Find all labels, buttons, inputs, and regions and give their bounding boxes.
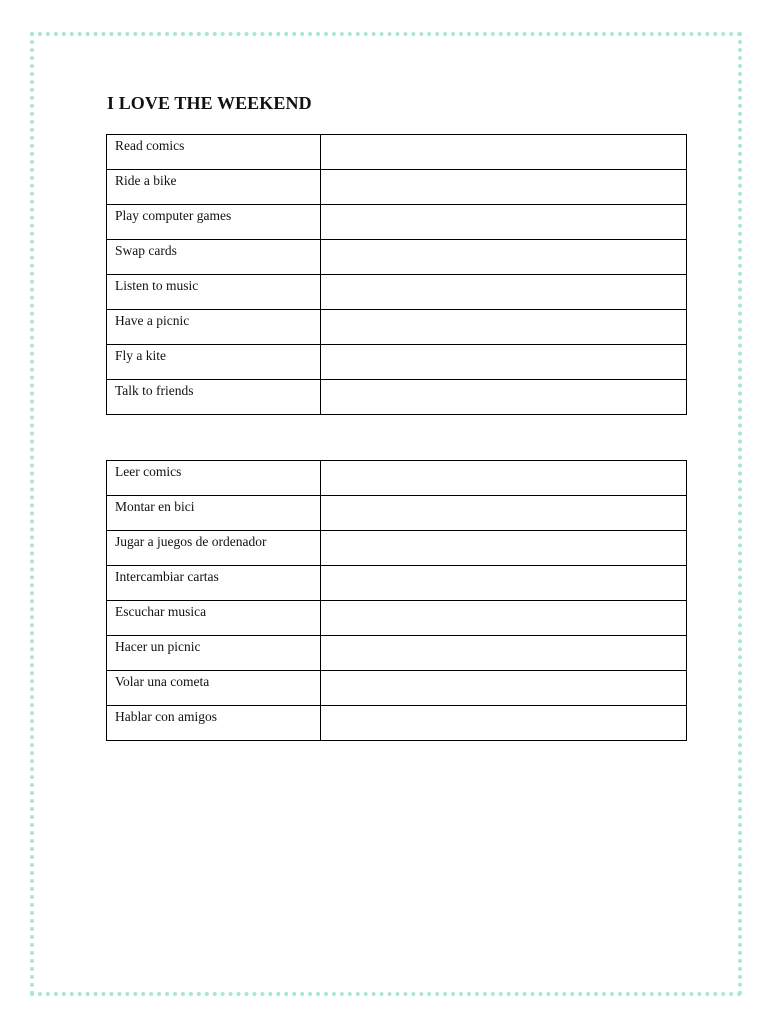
answer-cell[interactable] [321, 275, 687, 310]
activity-label: Swap cards [107, 240, 321, 275]
activity-label: Jugar a juegos de ordenador [107, 531, 321, 566]
activity-label: Volar una cometa [107, 671, 321, 706]
table-row [107, 275, 687, 310]
answer-cell[interactable] [321, 310, 687, 345]
table-row [107, 531, 687, 566]
table-row [107, 205, 687, 240]
table-row [107, 566, 687, 601]
answer-cell[interactable] [321, 135, 687, 170]
table-row [107, 671, 687, 706]
table-row [107, 380, 687, 415]
answer-cell[interactable] [321, 205, 687, 240]
answer-cell[interactable] [321, 531, 687, 566]
table-row [107, 706, 687, 741]
activity-label: Talk to friends [107, 380, 321, 415]
table-row [107, 310, 687, 345]
table-row [107, 345, 687, 380]
table-row [107, 240, 687, 275]
activity-label: Leer comics [107, 461, 321, 496]
answer-cell[interactable] [321, 601, 687, 636]
answer-cell[interactable] [321, 566, 687, 601]
table-row [107, 496, 687, 531]
english-activities-table [106, 134, 687, 415]
activity-label: Hablar con amigos [107, 706, 321, 741]
activity-label: Hacer un picnic [107, 636, 321, 671]
answer-cell[interactable] [321, 496, 687, 531]
activity-label: Montar en bici [107, 496, 321, 531]
spanish-activities-table [106, 460, 687, 741]
activity-label: Escuchar musica [107, 601, 321, 636]
worksheet-title: I LOVE THE WEEKEND [107, 93, 312, 113]
activity-label: Listen to music [107, 275, 321, 310]
answer-cell[interactable] [321, 380, 687, 415]
table-row [107, 601, 687, 636]
table-row [107, 135, 687, 170]
table-row [107, 636, 687, 671]
activity-label: Play computer games [107, 205, 321, 240]
answer-cell[interactable] [321, 345, 687, 380]
activity-label: Ride a bike [107, 170, 321, 205]
activity-label: Fly a kite [107, 345, 321, 380]
activity-label: Have a picnic [107, 310, 321, 345]
answer-cell[interactable] [321, 170, 687, 205]
activity-label: Read comics [107, 135, 321, 170]
answer-cell[interactable] [321, 706, 687, 741]
activity-label: Intercambiar cartas [107, 566, 321, 601]
table-row [107, 170, 687, 205]
answer-cell[interactable] [321, 636, 687, 671]
answer-cell[interactable] [321, 671, 687, 706]
answer-cell[interactable] [321, 461, 687, 496]
answer-cell[interactable] [321, 240, 687, 275]
table-row [107, 461, 687, 496]
